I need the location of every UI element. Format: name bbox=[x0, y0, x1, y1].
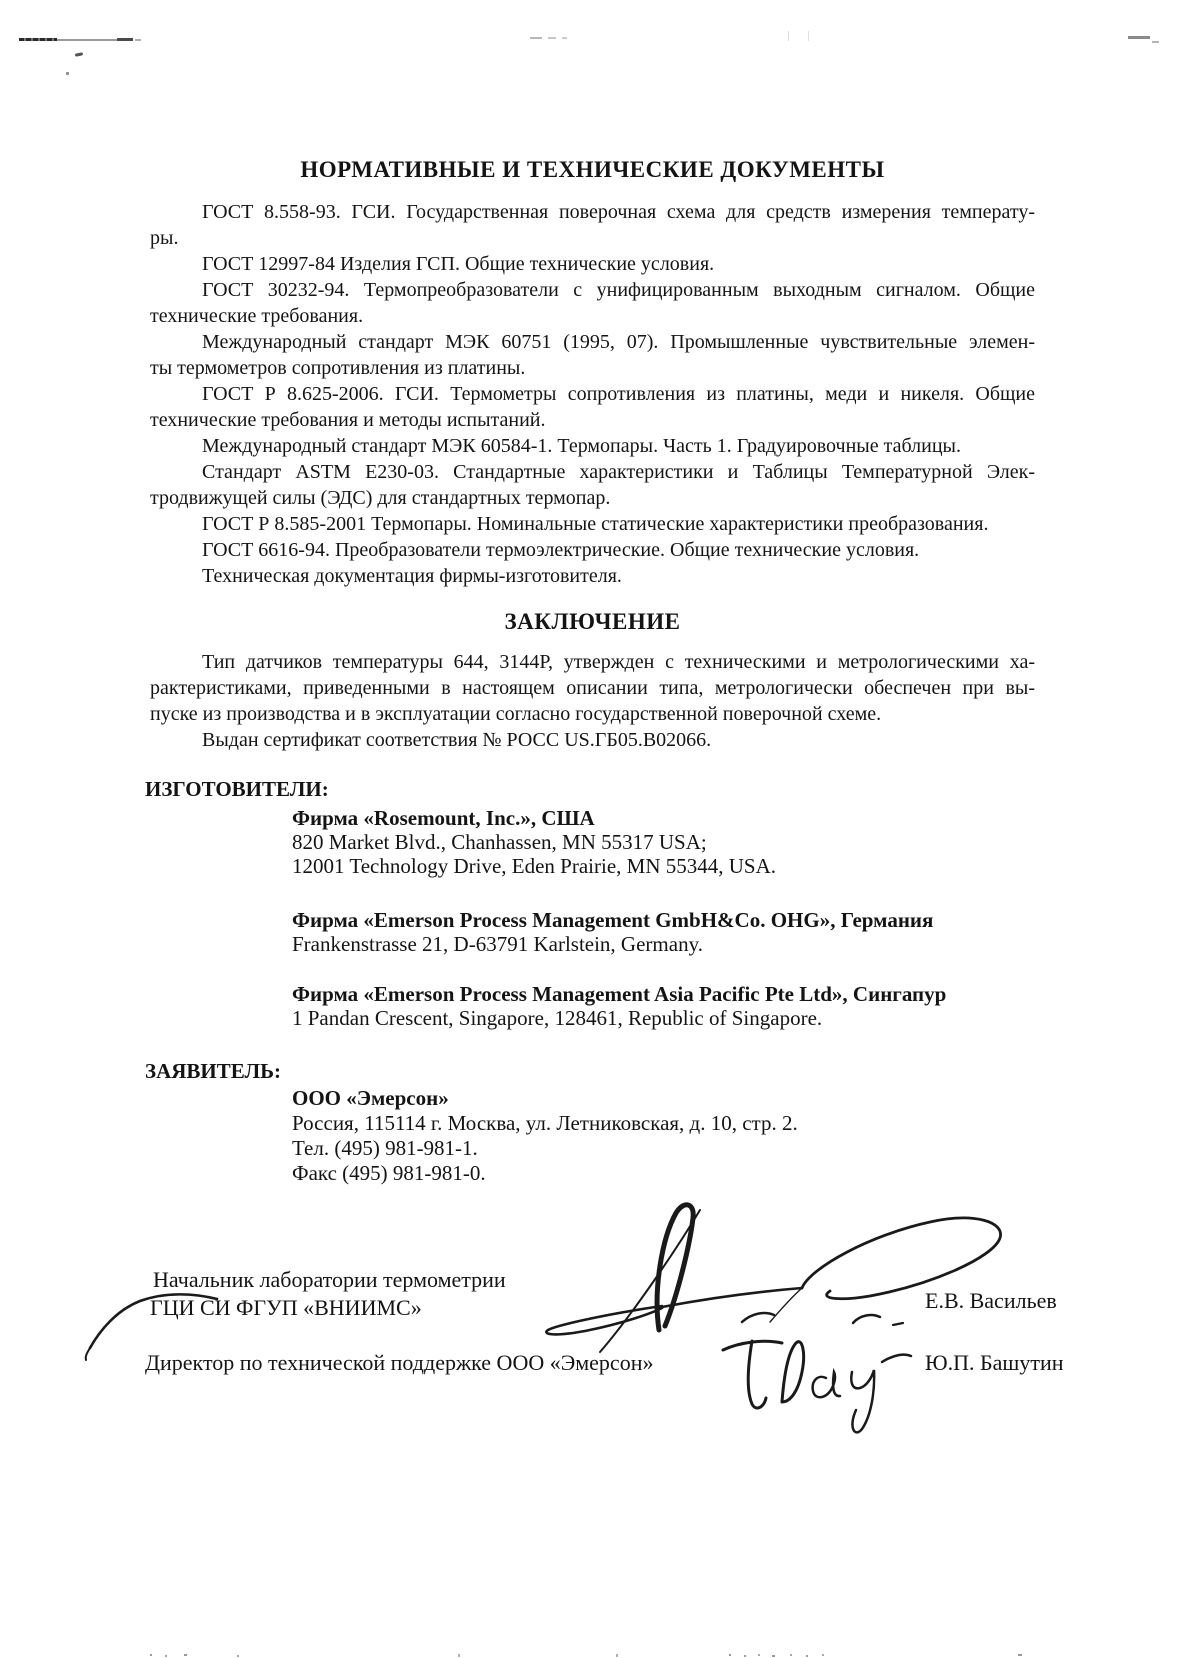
doc-line: Стандарт ASTM Е230-03. Стандартные характеристики и Таблицы Температурной Элек- bbox=[202, 461, 1035, 483]
doc-line: Международный стандарт МЭК 60584-1. Термопары. Часть 1. Градуировочные таблицы. bbox=[202, 435, 961, 457]
applicant-name: ООО «Эмерсон» bbox=[292, 1086, 449, 1110]
doc-line: ГОСТ Р 8.585-2001 Термопары. Номинальные статические характеристики преобразования. bbox=[202, 513, 989, 535]
applicant-address: Россия, 115114 г. Москва, ул. Летниковская, д. 10, стр. 2. bbox=[292, 1111, 798, 1135]
conclusion-heading: ЗАКЛЮЧЕНИЕ bbox=[504, 609, 681, 634]
manufacturer-address: 820 Market Blvd., Chanhassen, MN 55317 USA; bbox=[292, 830, 707, 854]
doc-line: Техническая документация фирмы-изготовителя. bbox=[202, 565, 622, 587]
manufacturer-address: 12001 Technology Drive, Eden Prairie, MN 55344, USA. bbox=[292, 854, 776, 878]
document-title: НОРМАТИВНЫЕ И ТЕХНИЧЕСКИЕ ДОКУМЕНТЫ bbox=[300, 157, 885, 182]
signatory1-position-line2: ГЦИ СИ ФГУП «ВНИИМС» bbox=[150, 1295, 422, 1320]
doc-line: ГОСТ 30232-94. Термопреобразователи с унифицированным выходным сигналом. Общие bbox=[202, 279, 1035, 301]
conclusion-line: рактеристиками, приведенными в настоящем описании типа, метрологически обеспечен при вы- bbox=[150, 677, 1035, 699]
scan-artifact-topline-dashed bbox=[19, 38, 57, 41]
applicant-phone: Тел. (495) 981-981-1. bbox=[292, 1136, 478, 1160]
doc-line: ГОСТ 6616-94. Преобразователи термоэлектрические. Общие технические условия. bbox=[202, 539, 920, 561]
scan-artifact-right-dash2 bbox=[1152, 41, 1159, 43]
scan-artifact-bottom-specks bbox=[0, 1652, 1178, 1658]
signatory1-name: Е.В. Васильев bbox=[925, 1288, 1057, 1313]
manufacturers-heading: ИЗГОТОВИТЕЛИ: bbox=[145, 777, 329, 801]
scan-artifact-topline-tail bbox=[135, 39, 141, 41]
scan-artifact-right-dash1 bbox=[1128, 36, 1150, 39]
scan-artifact-center-dash3 bbox=[562, 37, 567, 39]
doc-line: ГОСТ 12997-84 Изделия ГСП. Общие технические условия. bbox=[202, 253, 715, 275]
doc-line: технические требования. bbox=[150, 305, 364, 327]
signature-vasiliev bbox=[546, 1205, 1000, 1352]
signatory2-name: Ю.П. Башутин bbox=[925, 1350, 1064, 1375]
conclusion-line: пуске из производства и в эксплуатации согласно государственной поверочной схеме. bbox=[150, 703, 882, 725]
scan-artifact-center-dash2 bbox=[548, 37, 556, 39]
conclusion-line: Выдан сертификат соответствия № РОСС US.ГБ05.В02066. bbox=[202, 729, 712, 751]
doc-line: тродвижущей силы (ЭДС) для стандартных термопар. bbox=[150, 487, 611, 509]
applicant-fax: Факс (495) 981-981-0. bbox=[292, 1161, 486, 1185]
manufacturer-name: Фирма «Emerson Process Management GmbH&Co. OHG», Германия bbox=[292, 908, 934, 932]
signatory1-position-line1: Начальник лаборатории термометрии bbox=[153, 1267, 506, 1292]
applicant-heading: ЗАЯВИТЕЛЬ: bbox=[145, 1059, 282, 1083]
scan-artifact-center-tick1 bbox=[788, 31, 789, 41]
doc-line: Международный стандарт МЭК 60751 (1995, 07). Промышленные чувствительные элемен- bbox=[202, 331, 1035, 353]
scan-artifact-center-tick2 bbox=[808, 31, 809, 41]
doc-line: ГОСТ 8.558-93. ГСИ. Государственная поверочная схема для средств измерения температу- bbox=[202, 201, 1035, 223]
scan-artifact-squiggle bbox=[75, 52, 83, 57]
doc-line: ГОСТ Р 8.625-2006. ГСИ. Термометры сопротивления из платины, меди и никеля. Общие bbox=[202, 383, 1035, 405]
scan-artifact-dot bbox=[66, 72, 69, 75]
manufacturer-address: 1 Pandan Crescent, Singapore, 128461, Republic of Singapore. bbox=[292, 1006, 823, 1030]
scan-artifact-topline-gray bbox=[57, 39, 117, 41]
scan-artifact-topline-dark bbox=[117, 38, 133, 41]
signatory2-position: Директор по технической поддержке ООО «Эмерсон» bbox=[145, 1350, 654, 1375]
doc-line: ры. bbox=[150, 227, 179, 249]
manufacturer-name: Фирма «Rosemount, Inc.», США bbox=[292, 806, 595, 830]
scan-artifact-center-dash1 bbox=[530, 37, 542, 39]
manufacturer-name: Фирма «Emerson Process Management Asia Pacific Pte Ltd», Сингапур bbox=[292, 982, 947, 1006]
doc-line: технические требования и методы испытаний. bbox=[150, 409, 546, 431]
signature-bashutin bbox=[723, 1341, 911, 1432]
manufacturer-address: Frankenstrasse 21, D-63791 Karlstein, Germany. bbox=[292, 932, 703, 956]
conclusion-line: Тип датчиков температуры 644, 3144Р, утвержден с техническими и метрологическими ха- bbox=[202, 651, 1035, 673]
doc-line: ты термометров сопротивления из платины. bbox=[150, 357, 526, 379]
